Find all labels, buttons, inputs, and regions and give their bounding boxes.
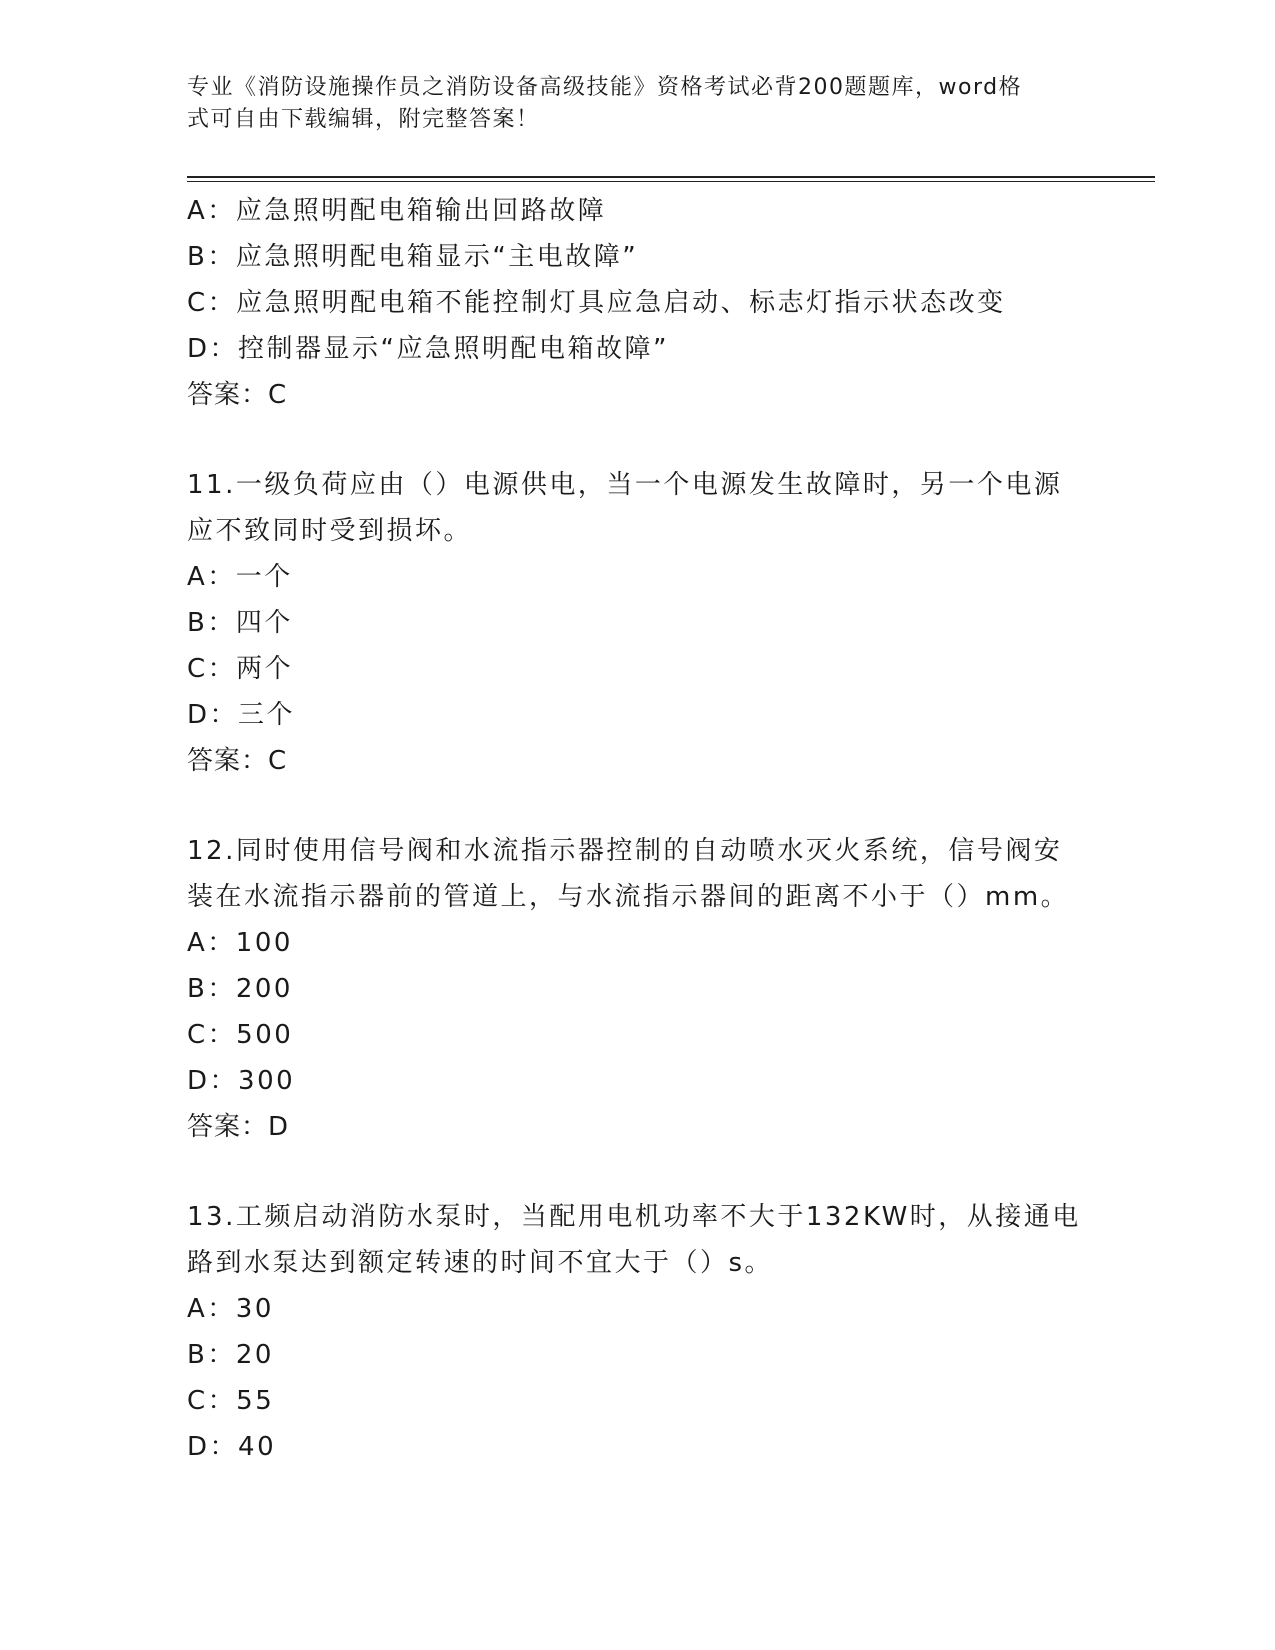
question-stem-line-2: 装在水流指示器前的管道上，与水流指示器间的距离不小于（）mm。 [187, 882, 1070, 912]
answer: 答案：C [187, 380, 288, 410]
option-d: D：300 [187, 1066, 296, 1096]
option-a: A：一个 [187, 562, 293, 592]
option-c: C：两个 [187, 654, 294, 684]
question-stem-line-1: 13.工频启动消防水泵时，当配用电机功率不大于132KW时，从接通电 [187, 1202, 1081, 1232]
question-11 [187, 462, 1087, 784]
header-divider-thick [187, 176, 1155, 178]
question-stem-line-1: 11.一级负荷应由（）电源供电，当一个电源发生故障时，另一个电源 [187, 470, 1063, 500]
header-line-2: 式可自由下载编辑，附完整答案！ [187, 107, 540, 132]
question-list [187, 188, 1087, 1470]
option-b: B：四个 [187, 608, 293, 638]
option-c: C：应急照明配电箱不能控制灯具应急启动、标志灯指示状态改变 [187, 288, 1006, 318]
option-a: A：100 [187, 928, 293, 958]
answer: 答案：D [187, 1112, 290, 1142]
question-stem-line-2: 路到水泵达到额定转速的时间不宜大于（）s。 [187, 1248, 774, 1278]
question-stem-line-2: 应不致同时受到损坏。 [187, 516, 473, 546]
option-b: B：应急照明配电箱显示“主电故障” [187, 242, 639, 272]
option-c: C：55 [187, 1386, 275, 1416]
option-d: D：三个 [187, 700, 296, 730]
question-13 [187, 1194, 1087, 1470]
header-line-1: 专业《消防设施操作员之消防设备高级技能》资格考试必背200题题库，word格 [187, 75, 1023, 100]
option-a: A：应急照明配电箱输出回路故障 [187, 196, 607, 226]
question-stem-line-1: 12.同时使用信号阀和水流指示器控制的自动喷水灭火系统，信号阀安 [187, 836, 1063, 866]
option-d: D：40 [187, 1432, 277, 1462]
question-12 [187, 828, 1087, 1150]
header-divider-thin [187, 181, 1155, 182]
answer: 答案：C [187, 746, 288, 776]
document-header [187, 72, 1067, 136]
option-c: C：500 [187, 1020, 294, 1050]
option-a: A：30 [187, 1294, 274, 1324]
option-d: D：控制器显示“应急照明配电箱故障” [187, 334, 669, 364]
option-b: B：200 [187, 974, 293, 1004]
option-b: B：20 [187, 1340, 274, 1370]
question-10 [187, 188, 1087, 418]
